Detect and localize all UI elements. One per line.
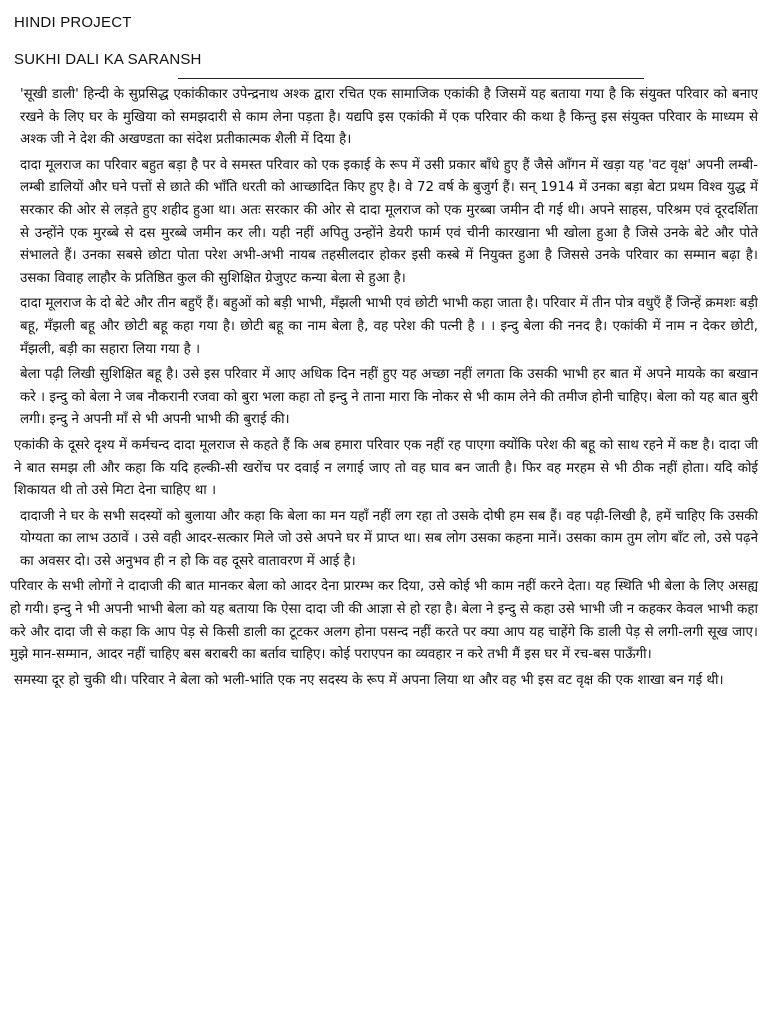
paragraph-conclusion: समस्या दूर हो चुकी थी। परिवार ने बेला को भली-भांति एक नए सदस्य के रूप में अपना लिया था और वह भी इस वट वृक्ष की एक शाखा बन गई थी। bbox=[14, 672, 724, 688]
paragraph-family-response: परिवार के सभी लोगों ने दादाजी की बात मानकर बेला को आदर देना प्रारम्भ कर दिया, उसे कोई भी काम नहीं करने देता। यह स्थिति भी बेला के लिए असह्य हो गयी। इन्दु ने भी अपनी भाभी बेला को यह बताया कि ऐसा दादा जी की आज्ञा से हो रहा है। बेला ने इन्दु से कहा उसे भाभी जी न कहकर केवल भाभी कहा करे और दादा जी से कहा कि आप पेड़ से किसी डाली का टूटकर अलग होना पसन्द नहीं करते पर क्या आप यह चाहेंगे कि डाली पेड़ से लगी-लगी सूख जाए। मुझे मान-सम्मान, आदर नहीं चाहिए बस बराबरी का बर्ताव चाहिए। कोई पराएपन का व्यवहार न करे तभी मैं इस घर में रच-बस पाऊँगी। bbox=[10, 579, 758, 663]
paragraph-members: दादा मूलराज के दो बेटे और तीन बहुएँ हैं। बहुओं को बड़ी भाभी, मँझली भाभी एवं छोटी भाभी कहा जाता है। परिवार में तीन पोत्र वधुएँ हैं जिन्हें क्रमशः बड़ी बहू, मँझली बहू और छोटी बहू कहा गया है। छोटी बहू का नाम बेला है, वह परेश की पत्नी है । । इन्दु बेला की ननद है। एकांकी में नाम न देकर छोटी, मँझली, बड़ी का सहारा लिया गया है । bbox=[20, 296, 758, 357]
paragraph-scene-two: एकांकी के दूसरे दृश्य में कर्मचन्द दादा मूलराज से कहते हैं कि अब हमारा परिवार एक नहीं रह पाएगा क्योंकि परेश की बहू को साथ रहने में कष्ट है। दादा जी ने बात समझ ली और कहा कि यदि हल्की-सी खरोंच पर दवाई न लगाई जाए तो वह घाव बन जाती है। फिर वह मरहम से भी ठीक नहीं होता। यदि कोई शिकायत थी तो उसे मिटा देना चाहिए था । bbox=[14, 437, 758, 499]
paragraph-intro: 'सूखी डाली' हिन्दी के सुप्रसिद्ध एकांकीकार उपेन्द्रनाथ अश्क द्वारा रचित एक सामाजिक एकांकी है जिसमें यह बताया गया है कि संयुक्त परिवार को बनाए रखने के लिए घर के मुखिया को समझदारी से काम लेना पड़ता है। यद्यपि इस एकांकी में एक परिवार की कथा है किन्तु इस संयुक्त परिवार के माध्यम से अश्क जी ने देश की अखण्डता का संदेश प्रतीकात्मक शैली में दिया है। bbox=[20, 87, 758, 148]
document-heading: HINDI PROJECT bbox=[14, 14, 132, 31]
paragraph-dadaji: दादाजी ने घर के सभी सदस्यों को बुलाया और कहा कि बेला का मन यहाँ नहीं लग रहा तो उसके दोषी हम सब हैं। वह पढ़ी-लिखी है, हमें चाहिए कि उसकी योग्यता का लाभ उठावें । उसे वही आदर-सत्कार मिले जो उसे अपने घर में प्राप्त था। सब लोग उसका कहना मानें। उसका काम तुम लोग बाँट लो, उसे पढ़ने का अवसर दो। उसे अनुभव ही न हो कि वह दूसरे वातावरण में आई है। bbox=[20, 508, 758, 569]
paragraph-family: दादा मूलराज का परिवार बहुत बड़ा है पर वे समस्त परिवार को एक इकाई के रूप में उसी प्रकार बाँधे हुए हैं जैसे आँगन में खड़ा यह 'वट वृक्ष' अपनी लम्बी-लम्बी डालियों और घने पत्तों से छाते की भाँति धरती को आच्छादित किए हुए है। वे 72 वर्ष के बुजुर्ग हैं। सन् 1914 में उनका बड़ा बेटा प्रथम विश्व युद्ध में सरकार की ओर से लड़ते हुए शहीद हुआ था। अतः सरकार की ओर से दादा मूलराज को एक मुरब्बा जमीन दी गई थी। अपने साहस, परिश्रम एवं दूरदर्शिता से उन्होंने एक मुरब्बे से दस मुरब्बे जमीन कर ली। यही नहीं अपितु उन्होंने डेयरी फार्म एवं चीनी कारखाना भी खोला हुआ है जिसे उनके बेटे और पोते संभालते हैं। उनका सबसे छोटा पोता परेश अभी-अभी नायब तहसीलदार होकर इसी कस्बे में नियुक्त हुआ है जिससे उनके परिवार का सम्मान बढ़ा है। उसका विवाह लाहौर के प्रतिष्ठित कुल की सुशिक्षित ग्रेजुएट कन्या बेला से हुआ है। bbox=[20, 157, 758, 286]
document-body bbox=[10, 84, 758, 695]
title-underline bbox=[178, 78, 644, 79]
paragraph-bela: बेला पढ़ी लिखी सुशिक्षित बहू है। उसे इस परिवार में आए अधिक दिन नहीं हुए यह अच्छा नहीं लगता कि उसकी भाभी हर बात में अपने मायके का बखान करे । इन्दु को बेला ने जब नौकरानी रजवा को बुरा भला कहा तो इन्दु ने ताना मारा कि नोकर से भी काम लेने की तमीज होनी चाहिए। बेला को यह बात बुरी लगी। इन्दु ने अपनी माँ से भी अपनी भाभी की बुराई की। bbox=[20, 367, 758, 428]
document-title: SUKHI DALI KA SARANSH bbox=[14, 51, 202, 68]
